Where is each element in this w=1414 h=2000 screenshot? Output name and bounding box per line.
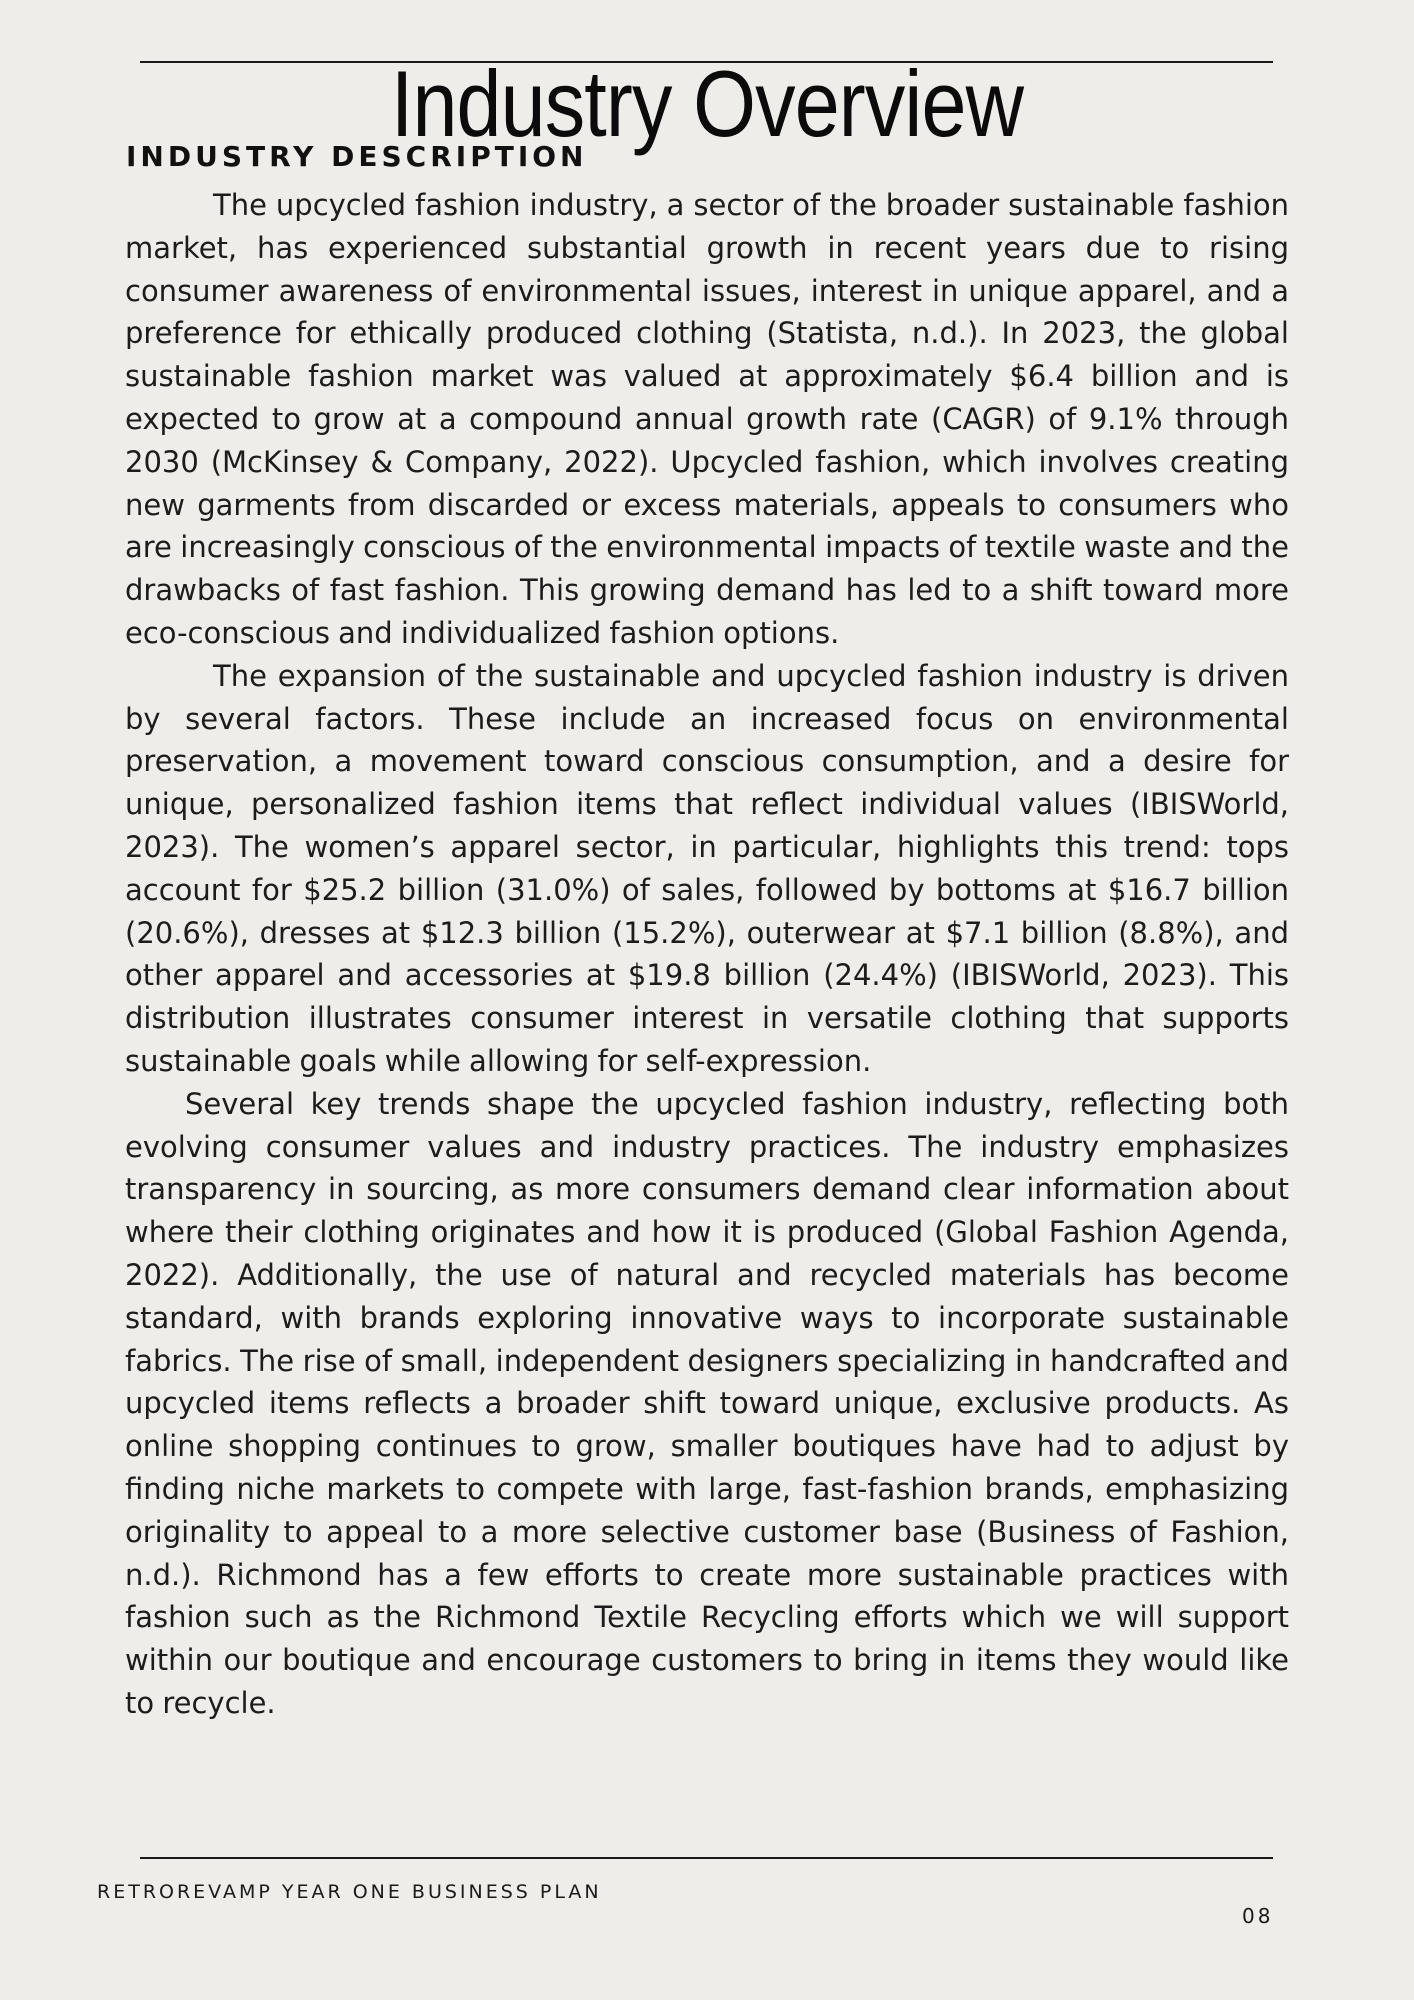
footer-label: RETROREVAMP YEAR ONE BUSINESS PLAN bbox=[97, 1881, 602, 1903]
section-heading: INDUSTRY DESCRIPTION bbox=[126, 140, 588, 173]
page-number: 08 bbox=[1242, 1904, 1274, 1928]
body-text bbox=[125, 184, 1289, 1725]
paragraph-industry-growth: The upcycled fashion industry, a sector of the broader sustainable fashion market, has experienced substantial growth in recent years due to rising consumer awareness of environmental issues, interest in unique apparel, and a preference for ethically produced clothing (Statista, n.d.). In 2023, the global sustainable fashion market was valued at approximately $6.4 billion and is expected to grow at a compound annual growth rate (CAGR) of 9.1% through 2030 (McKinsey & Company, 2022). Upcycled fashion, which involves creating new garments from discarded or excess materials, appeals to consumers who are increasingly conscious of the environmental impacts of textile waste and the drawbacks of fast fashion. This growing demand has led to a shift toward more eco-conscious and individualized fashion options. bbox=[125, 188, 1289, 650]
bottom-divider bbox=[140, 1857, 1273, 1859]
paragraph-growth-drivers: The expansion of the sustainable and upcycled fashion industry is driven by several factors. These include an increased focus on environmental preservation, a movement toward conscious consumption, and a desire for unique, personalized fashion items that reflect individual values (IBISWorld, 2023). The women’s apparel sector, in particular, highlights this trend: tops account for $25.2 billion (31.0%) of sales, followed by bottoms at $16.7 billion (20.6%), dresses at $12.3 billion (15.2%), outerwear at $7.1 billion (8.8%), and other apparel and accessories at $19.8 billion (24.4%) (IBISWorld, 2023). This distribution illustrates consumer interest in versatile clothing that supports sustainable goals while allowing for self-expression. bbox=[125, 658, 1289, 1078]
paragraph-key-trends: Several key trends shape the upcycled fashion industry, reflecting both evolving consumer values and industry practices. The industry emphasizes transparency in sourcing, as more consumers demand clear information about where their clothing originates and how it is produced (Global Fashion Agenda, 2022). Additionally, the use of natural and recycled materials has become standard, with brands exploring innovative ways to incorporate sustainable fabrics. The rise of small, independent designers specializing in handcrafted and upcycled items reflects a broader shift toward unique, exclusive products. As online shopping continues to grow, smaller boutiques have had to adjust by finding niche markets to compete with large, fast-fashion brands, emphasizing originality to appeal to a more selective customer base (Business of Fashion, n.d.). Richmond has a few efforts to create more sustainable practices with fashion such as the Richmond Textile Recycling efforts which we will support within our boutique and encourage customers to bring in items they would like to recycle. bbox=[125, 1086, 1289, 1720]
page-title: Industry Overview bbox=[390, 51, 1024, 156]
